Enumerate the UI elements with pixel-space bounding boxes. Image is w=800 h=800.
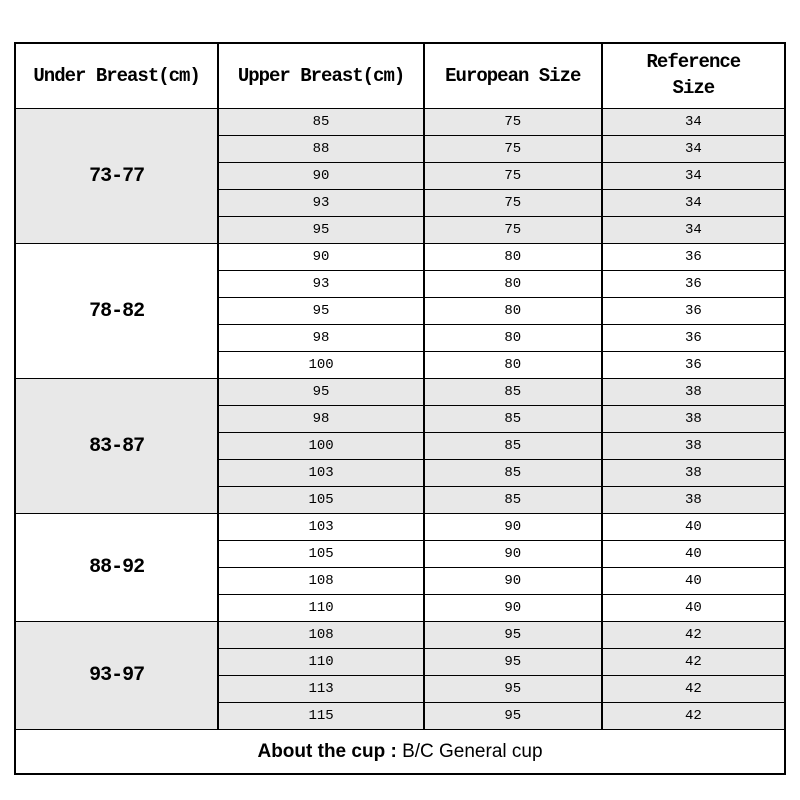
european-size-cell: 75	[424, 217, 602, 244]
table-footer	[15, 730, 785, 775]
table-row	[15, 244, 785, 271]
under-breast-range-cell: 88-92	[15, 514, 218, 622]
column-header-reference-size-label: Reference Size	[646, 51, 741, 99]
european-size-cell: 80	[424, 271, 602, 298]
european-size-cell: 80	[424, 298, 602, 325]
european-size-cell: 95	[424, 703, 602, 730]
column-header-european-size: European Size	[424, 43, 602, 109]
reference-size-cell: 34	[602, 163, 785, 190]
european-size-cell: 75	[424, 136, 602, 163]
european-size-cell: 75	[424, 190, 602, 217]
cup-note-label: About the cup :	[257, 740, 397, 762]
reference-size-cell: 38	[602, 406, 785, 433]
reference-size-cell: 38	[602, 487, 785, 514]
cup-note-cell	[15, 730, 785, 775]
under-breast-range-cell: 93-97	[15, 622, 218, 730]
upper-breast-cell: 88	[218, 136, 424, 163]
column-header-under-breast: Under Breast(cm)	[15, 43, 218, 109]
reference-size-cell: 36	[602, 298, 785, 325]
upper-breast-cell: 110	[218, 649, 424, 676]
reference-size-cell: 42	[602, 676, 785, 703]
column-header-reference-size	[602, 43, 785, 109]
european-size-cell: 75	[424, 163, 602, 190]
cup-note-value: B/C General cup	[402, 740, 543, 762]
size-chart	[14, 42, 786, 775]
reference-size-cell: 34	[602, 217, 785, 244]
upper-breast-cell: 90	[218, 244, 424, 271]
table-row	[15, 514, 785, 541]
size-chart-table	[14, 42, 786, 775]
european-size-cell: 90	[424, 568, 602, 595]
european-size-cell: 95	[424, 649, 602, 676]
under-breast-range-cell: 73-77	[15, 109, 218, 244]
reference-size-cell: 36	[602, 271, 785, 298]
european-size-cell: 85	[424, 406, 602, 433]
reference-size-cell: 42	[602, 649, 785, 676]
reference-size-cell: 42	[602, 703, 785, 730]
upper-breast-cell: 93	[218, 271, 424, 298]
european-size-cell: 90	[424, 541, 602, 568]
upper-breast-cell: 98	[218, 406, 424, 433]
upper-breast-cell: 115	[218, 703, 424, 730]
upper-breast-cell: 103	[218, 460, 424, 487]
upper-breast-cell: 108	[218, 568, 424, 595]
upper-breast-cell: 93	[218, 190, 424, 217]
upper-breast-cell: 108	[218, 622, 424, 649]
european-size-cell: 85	[424, 487, 602, 514]
reference-size-cell: 40	[602, 595, 785, 622]
under-breast-range-cell: 83-87	[15, 379, 218, 514]
european-size-cell: 80	[424, 352, 602, 379]
reference-size-cell: 36	[602, 244, 785, 271]
european-size-cell: 80	[424, 325, 602, 352]
reference-size-cell: 36	[602, 352, 785, 379]
size-chart-body	[15, 109, 785, 730]
european-size-cell: 95	[424, 676, 602, 703]
european-size-cell: 85	[424, 433, 602, 460]
reference-size-cell: 40	[602, 568, 785, 595]
european-size-cell: 90	[424, 514, 602, 541]
reference-size-cell: 36	[602, 325, 785, 352]
upper-breast-cell: 103	[218, 514, 424, 541]
table-row	[15, 109, 785, 136]
european-size-cell: 85	[424, 460, 602, 487]
reference-size-cell: 34	[602, 109, 785, 136]
table-row	[15, 622, 785, 649]
header-row	[15, 43, 785, 109]
european-size-cell: 90	[424, 595, 602, 622]
reference-size-cell: 42	[602, 622, 785, 649]
upper-breast-cell: 95	[218, 298, 424, 325]
upper-breast-cell: 113	[218, 676, 424, 703]
upper-breast-cell: 100	[218, 433, 424, 460]
european-size-cell: 85	[424, 379, 602, 406]
table-header	[15, 43, 785, 109]
european-size-cell: 75	[424, 109, 602, 136]
reference-size-cell: 34	[602, 190, 785, 217]
upper-breast-cell: 95	[218, 379, 424, 406]
upper-breast-cell: 110	[218, 595, 424, 622]
upper-breast-cell: 105	[218, 487, 424, 514]
upper-breast-cell: 98	[218, 325, 424, 352]
reference-size-cell: 40	[602, 514, 785, 541]
european-size-cell: 80	[424, 244, 602, 271]
european-size-cell: 95	[424, 622, 602, 649]
upper-breast-cell: 95	[218, 217, 424, 244]
column-header-upper-breast: Upper Breast(cm)	[218, 43, 424, 109]
reference-size-cell: 40	[602, 541, 785, 568]
upper-breast-cell: 100	[218, 352, 424, 379]
upper-breast-cell: 90	[218, 163, 424, 190]
reference-size-cell: 38	[602, 460, 785, 487]
upper-breast-cell: 105	[218, 541, 424, 568]
reference-size-cell: 38	[602, 433, 785, 460]
reference-size-cell: 34	[602, 136, 785, 163]
upper-breast-cell: 85	[218, 109, 424, 136]
table-row	[15, 379, 785, 406]
footer-row	[15, 730, 785, 775]
reference-size-cell: 38	[602, 379, 785, 406]
under-breast-range-cell: 78-82	[15, 244, 218, 379]
